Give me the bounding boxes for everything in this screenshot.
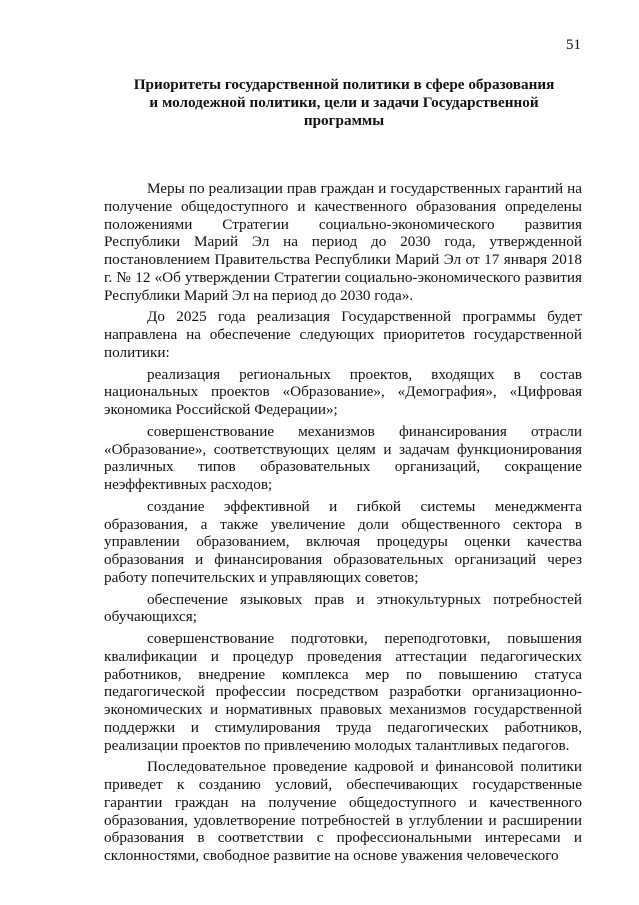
priority-item: совершенствование подготовки, переподготовки, повышения квалификации и процедур проведения аттестации педагогических работников, внедрение комплекса мер по повышению статуса педагогической профессии посредством разработки организационно-экономических и нормативных правовых механизмов государственной поддержки и стимулирования труда педагогических работников, реализации проектов по привлечению молодых талантливых педагогов. <box>104 630 582 754</box>
title-line: и молодежной политики, цели и задачи Государственной <box>149 94 539 111</box>
page-number: 51 <box>566 37 581 53</box>
section-title <box>104 76 584 130</box>
document-body <box>104 180 582 865</box>
priority-item: совершенствование механизмов финансирования отрасли «Образование», соответствующих целям и задачам функционирования различных типов образовательных организаций, сокращение неэффективных расходов; <box>104 422 582 493</box>
paragraph-strategy: Меры по реализации прав граждан и государственных гарантий на получение общедоступного и качественного образования определены положениями Стратегии социально-экономического развития Республики Марий Эл на период до 2030 года, утвержденной постановлением Правительства Республики Марий Эл от 17 января 2018 г. № 12 «Об утверждении Стратегии социально-экономического развития Республики Марий Эл на период до 2030 года». <box>104 180 582 304</box>
priority-item: создание эффективной и гибкой системы менеджмента образования, а также увеличение доли общественного сектора в управлении образованием, включая процедуры оценки качества образования и финансирования образовательных организаций через работу попечительских и управляющих советов; <box>104 497 582 586</box>
paragraph-conclusion: Последовательное проведение кадровой и финансовой политики приведет к созданию условий, обеспечивающих государственные гарантии граждан на получение общедоступного и качественного образования, удовлетворение потребностей в углублении и расширении образования в соответствии с профессиональными интересами и склонностями, свободное развитие на основе уважения человеческого <box>104 758 582 864</box>
priority-item: обеспечение языковых прав и этнокультурных потребностей обучающихся; <box>104 590 582 626</box>
paragraph-priorities-intro: До 2025 года реализация Государственной программы будет направлена на обеспечение следующих приоритетов государственной политики: <box>104 308 582 361</box>
priority-item: реализация региональных проектов, входящих в состав национальных проектов «Образование», «Демография», «Цифровая экономика Российской Федерации»; <box>104 365 582 418</box>
title-line: Приоритеты государственной политики в сфере образования <box>133 76 555 93</box>
title-line: программы <box>303 112 385 129</box>
